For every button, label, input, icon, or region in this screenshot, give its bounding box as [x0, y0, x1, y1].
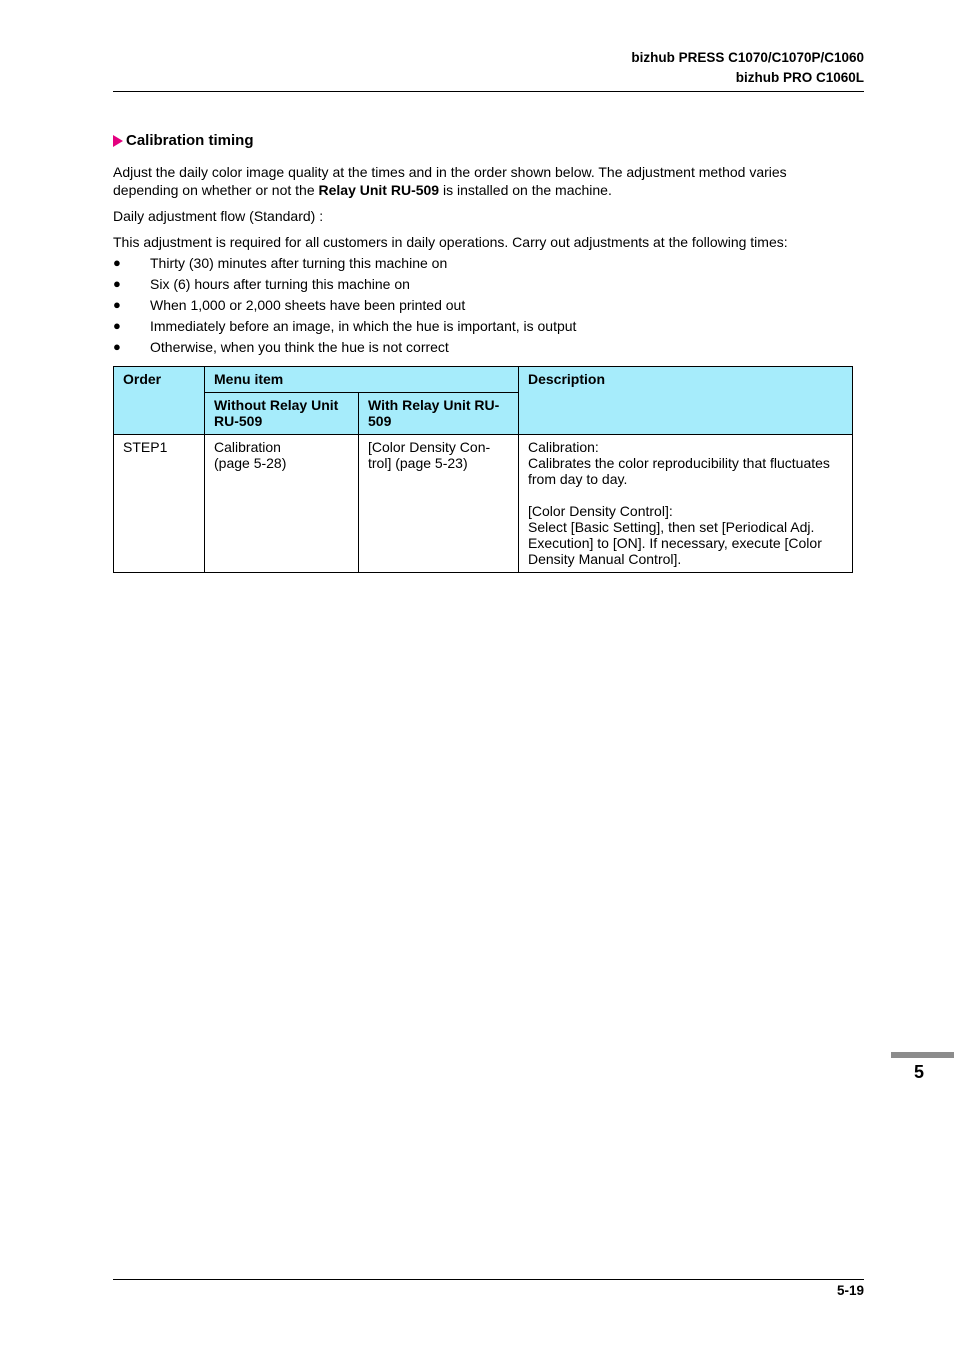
triangle-bullet-icon — [113, 135, 123, 147]
desc-spacer — [528, 487, 844, 503]
product-name-line2: bizhub PRO C1060L — [735, 70, 864, 85]
list-item-text: Six (6) hours after turning this machine on — [150, 276, 410, 292]
cell-description — [519, 435, 853, 573]
bullet-icon: ● — [113, 297, 121, 312]
bullet-icon: ● — [113, 276, 121, 291]
desc-text: Calibrates the color reproducibility that fluctuates from day to day. — [528, 455, 830, 487]
bullet-icon: ● — [113, 318, 121, 333]
list-item — [113, 275, 576, 296]
header-menu-item: Menu item — [205, 367, 519, 393]
intro-paragraph — [113, 163, 853, 199]
cell-order: STEP1 — [114, 435, 205, 573]
list-item-text: Otherwise, when you think the hue is not correct — [150, 339, 449, 355]
bullet-icon: ● — [113, 255, 121, 270]
header-with-relay: With Relay Unit RU-509 — [359, 393, 519, 435]
list-item-text: Thirty (30) minutes after turning this machine on — [150, 255, 448, 271]
relay-unit-name: Relay Unit RU-509 — [318, 182, 440, 198]
cell-without-relay — [205, 435, 359, 573]
product-name-line1: bizhub PRESS C1070/C1070P/C1060 — [631, 50, 864, 65]
chapter-number: 5 — [914, 1062, 925, 1082]
desc-title: Calibration: — [528, 439, 599, 455]
table-row — [114, 435, 853, 573]
cell-text: [Color Density Con- — [368, 439, 491, 455]
cell-with-relay — [359, 435, 519, 573]
page-header — [113, 48, 864, 88]
table-header-row — [114, 367, 853, 393]
desc-text: Select [Basic Setting], then set [Periodical Adj. Execution] to [ON]. If necessary, execute [Color Density Manual Control]. — [528, 519, 822, 567]
list-item — [113, 296, 576, 317]
list-item — [113, 338, 576, 359]
header-divider — [113, 91, 864, 92]
desc-title: [Color Density Control]: — [528, 503, 673, 519]
list-item — [113, 254, 576, 275]
bullet-icon: ● — [113, 339, 121, 354]
intro-text-part2: is installed on the machine. — [439, 182, 612, 198]
section-heading — [113, 132, 254, 149]
cell-text: trol] (page 5-23) — [368, 455, 468, 471]
flow-label: Daily adjustment flow (Standard) : — [113, 208, 324, 224]
section-title: Calibration timing — [126, 132, 254, 149]
header-order: Order — [114, 367, 205, 435]
chapter-tab-bar — [891, 1052, 954, 1058]
cell-text: (page 5-28) — [214, 455, 287, 471]
cell-text: Calibration — [214, 439, 281, 455]
header-without-relay: Without Relay Unit RU-509 — [205, 393, 359, 435]
list-item-text: Immediately before an image, in which the hue is important, is output — [150, 318, 577, 334]
adjustment-table — [113, 366, 853, 573]
list-item-text: When 1,000 or 2,000 sheets have been printed out — [150, 297, 466, 313]
list-item — [113, 317, 576, 338]
timing-list — [113, 254, 576, 359]
header-description: Description — [519, 367, 853, 435]
intro-text-part1: Adjust the daily color image quality at the times and in the order shown below. The adjustment method varies depending on whether or not the — [113, 164, 787, 198]
requirement-text: This adjustment is required for all customers in daily operations. Carry out adjustments at the following times: — [113, 234, 788, 250]
footer-divider — [113, 1279, 864, 1280]
page-number: 5-19 — [836, 1283, 864, 1298]
